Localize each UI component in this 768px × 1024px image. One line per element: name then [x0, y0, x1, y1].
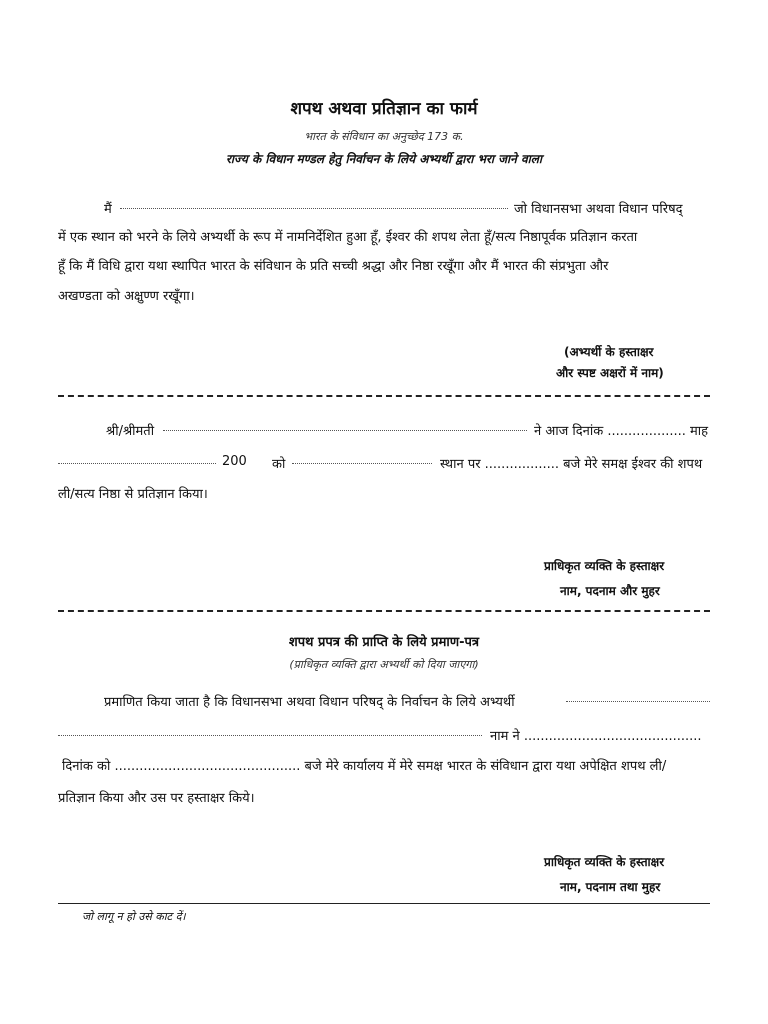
cert-line-3: दिनांक को ............................................. बजे मेरे कार्यालय में मेरे समक्ष भारत के संविधान द्वारा यथा अपेक्षित शपथ ली/ — [62, 759, 667, 774]
certificate-title: शपथ प्रपत्र की प्राप्ति के लिये प्रमाण-पत्र — [288, 635, 480, 650]
shri-shrimati-label: श्री/श्रीमती — [106, 424, 155, 439]
candidate-name-field[interactable] — [120, 208, 508, 209]
year-prefix: 200 — [222, 454, 247, 469]
oath-line-2: में एक स्थान को भरने के लिये अभ्यर्थी के रूप में नामनिर्देशित हुआ हूँ, ईश्वर की शपथ लेता हूँ/सत्य निष्ठापूर्वक प्रतिज्ञान करता — [58, 230, 638, 245]
place-time-text: स्थान पर .................. बजे मेरे समक्ष ईश्वर की शपथ — [440, 457, 703, 472]
ko-text: को — [272, 457, 286, 472]
candidate-signature-label: (अभ्यर्थी के हस्ताक्षर — [564, 345, 654, 359]
certificate-subtitle: (प्राधिकृत व्यक्ति द्वारा अभ्यर्थी को दिया जाएगा) — [289, 658, 479, 671]
oath-line-4: अखण्डता को अक्षुण्ण रखूँगा। — [58, 289, 195, 304]
footnote: जो लागू न हो उसे काट दें। — [82, 910, 186, 923]
person-name-field[interactable] — [163, 430, 527, 431]
candidate-name-label: और स्पष्ट अक्षरों में नाम) — [556, 366, 664, 380]
form-title: शपथ अथवा प्रतिज्ञान का फार्म — [290, 99, 478, 119]
date-month-text: ने आज दिनांक ................... माह — [534, 424, 709, 439]
authority-signature-label: प्राधिकृत व्यक्ति के हस्ताक्षर — [544, 559, 665, 573]
attest-line-3: ली/सत्य निष्ठा से प्रतिज्ञान किया। — [58, 487, 208, 502]
authority-name-seal-label: नाम, पदनाम और मुहर — [560, 584, 660, 598]
oath-line-3: हूँ कि मैं विधि द्वारा यथा स्थापित भारत के संविधान के प्रति सच्ची श्रद्धा और निष्ठा रखूँगा और मैं भारत की संप्रभुता और — [58, 259, 609, 274]
month-field[interactable] — [58, 463, 216, 464]
cert-candidate-field[interactable] — [566, 701, 710, 702]
constitution-article: भारत के संविधान का अनुच्छेद 173 क. — [304, 130, 464, 143]
cert-authority-signature-label: प्राधिकृत व्यक्ति के हस्ताक्षर — [544, 855, 665, 869]
form-purpose: राज्य के विधान मण्डल हेतु निर्वाचन के लिये अभ्यर्थी द्वारा भरा जाने वाला — [225, 152, 543, 166]
footnote-rule — [58, 903, 710, 904]
section-divider-1 — [58, 395, 710, 397]
oath-assembly-text: जो विधानसभा अथवा विधान परिषद् — [514, 202, 683, 217]
section-divider-2 — [58, 610, 710, 612]
cert-line-4: प्रतिज्ञान किया और उस पर हस्ताक्षर किये। — [58, 791, 255, 806]
place-field[interactable] — [292, 463, 432, 464]
cert-line-1: प्रमाणित किया जाता है कि विधानसभा अथवा विधान परिषद् के निर्वाचन के लिये अभ्यर्थी — [104, 695, 515, 710]
cert-name-field[interactable] — [58, 735, 482, 736]
oath-me: मैं — [104, 202, 112, 217]
cert-naam-text: नाम ने ........................................... — [490, 729, 702, 744]
cert-authority-name-seal-label: नाम, पदनाम तथा मुहर — [560, 880, 661, 894]
